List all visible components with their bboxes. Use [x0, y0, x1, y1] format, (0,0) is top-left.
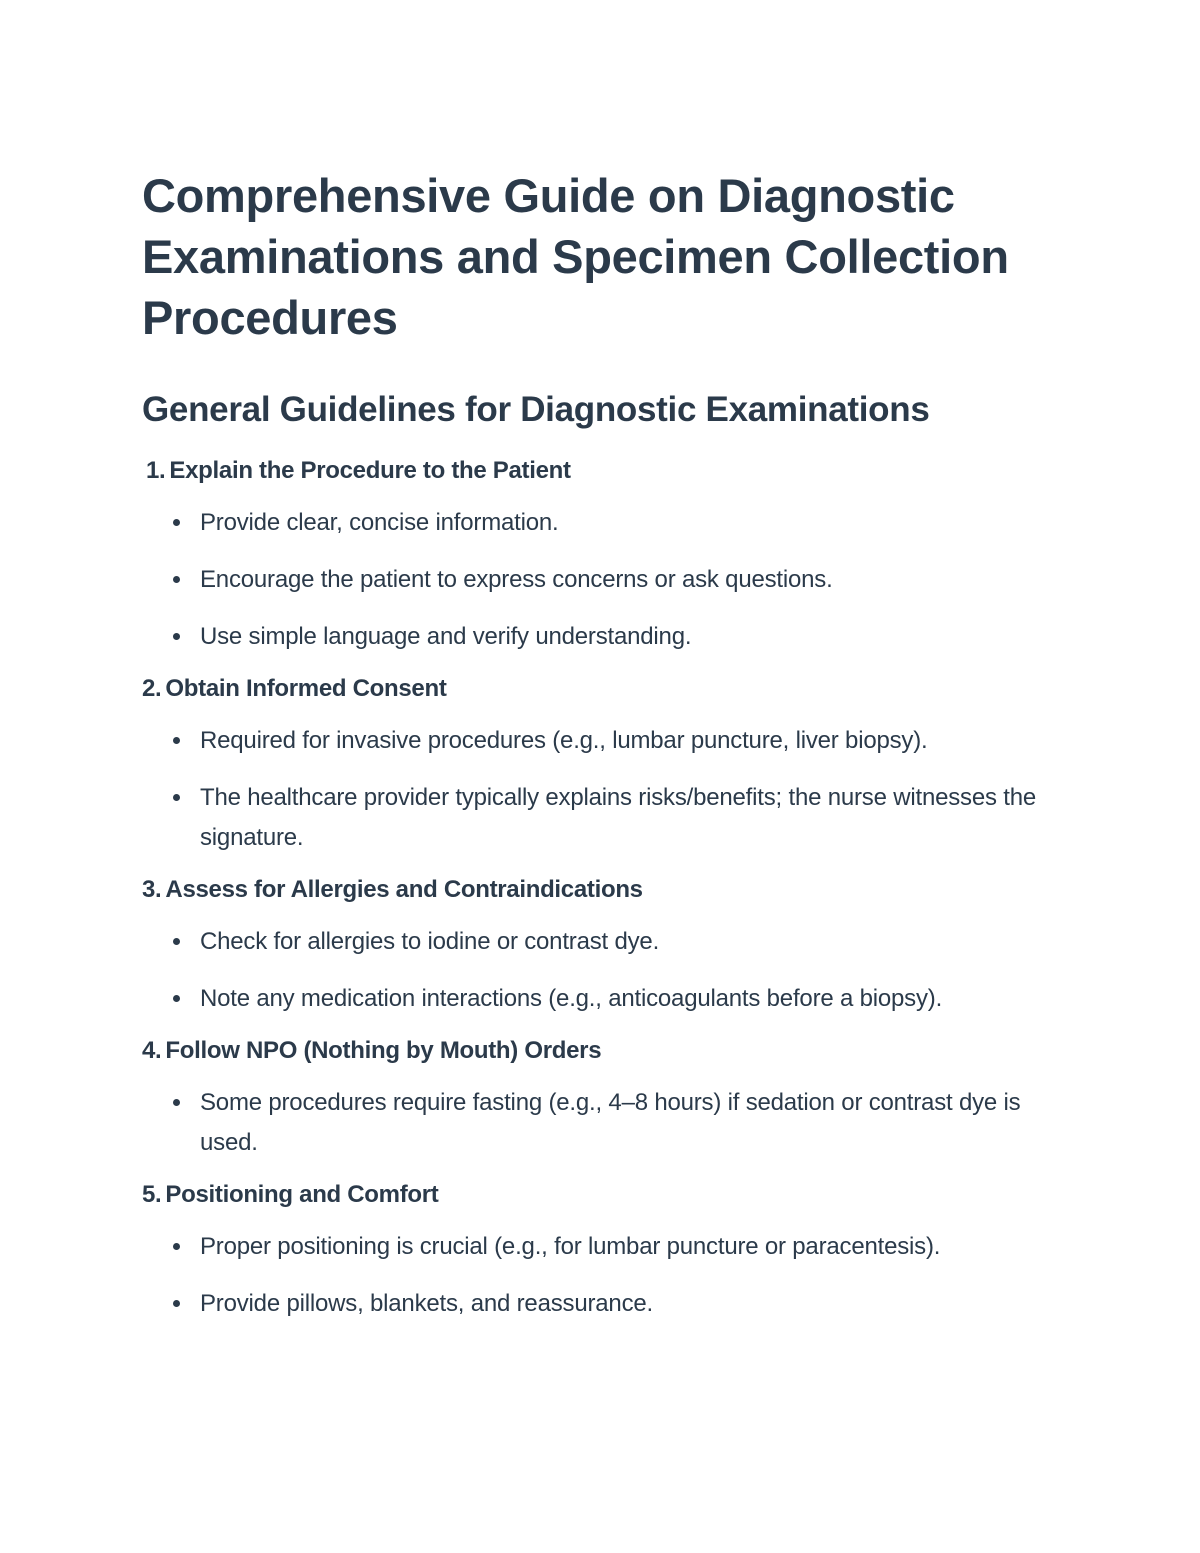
bullet-item	[142, 560, 1072, 600]
bullet-item	[142, 979, 1072, 1019]
step-bullets	[142, 922, 1072, 1019]
bullet-dot-icon	[173, 576, 180, 583]
bullet-dot-icon	[173, 1300, 180, 1307]
step-heading	[142, 1036, 1072, 1066]
step-heading	[142, 1180, 1072, 1210]
bullet-dot-icon	[173, 1243, 180, 1250]
guideline-step	[142, 674, 1072, 858]
bullet-dot-icon	[173, 737, 180, 744]
bullet-text: Note any medication interactions (e.g., anticoagulants before a biopsy).	[200, 985, 943, 1012]
bullet-dot-icon	[173, 794, 180, 801]
bullet-item	[142, 617, 1072, 657]
bullet-dot-icon	[173, 519, 180, 526]
bullet-dot-icon	[173, 938, 180, 945]
bullet-text: Provide clear, concise information.	[200, 509, 559, 536]
step-title: Explain the Procedure to the Patient	[169, 457, 571, 484]
bullet-item	[142, 922, 1072, 962]
bullet-text: Check for allergies to iodine or contrast dye.	[200, 928, 660, 955]
bullet-dot-icon	[173, 995, 180, 1002]
guidelines-list	[142, 456, 1072, 1324]
guideline-step	[142, 456, 1072, 657]
step-bullets	[142, 721, 1072, 858]
bullet-item	[142, 721, 1072, 761]
step-title: Positioning and Comfort	[165, 1181, 439, 1208]
step-bullets	[142, 1227, 1072, 1324]
guideline-step	[142, 1180, 1072, 1324]
bullet-dot-icon	[173, 1099, 180, 1106]
step-number: 3.	[142, 876, 162, 903]
bullet-text: Encourage the patient to express concerns or ask questions.	[200, 566, 833, 593]
step-number: 4.	[142, 1037, 162, 1064]
bullet-text: Some procedures require fasting (e.g., 4–8 hours) if sedation or contrast dye is used.	[200, 1089, 1021, 1156]
bullet-text: Required for invasive procedures (e.g., lumbar puncture, liver biopsy).	[200, 727, 928, 754]
bullet-text: Proper positioning is crucial (e.g., for lumbar puncture or paracentesis).	[200, 1233, 941, 1260]
bullet-item	[142, 1083, 1072, 1163]
bullet-item	[142, 503, 1072, 543]
step-title: Obtain Informed Consent	[165, 675, 447, 702]
step-number: 5.	[142, 1181, 162, 1208]
step-number: 2.	[142, 675, 162, 702]
document-page	[142, 165, 1072, 1324]
step-heading	[142, 875, 1072, 905]
bullet-dot-icon	[173, 633, 180, 640]
guideline-step	[142, 1036, 1072, 1163]
bullet-text: The healthcare provider typically explains risks/benefits; the nurse witnesses the signature.	[200, 784, 1037, 851]
bullet-item	[142, 1284, 1072, 1324]
bullet-item	[142, 1227, 1072, 1267]
step-heading	[142, 674, 1072, 704]
guideline-step	[142, 875, 1072, 1019]
step-number: 1.	[146, 457, 166, 484]
bullet-text: Use simple language and verify understanding.	[200, 623, 692, 650]
step-title: Assess for Allergies and Contraindications	[165, 876, 643, 903]
bullet-item	[142, 778, 1072, 858]
document-title: Comprehensive Guide on Diagnostic Examinations and Specimen Collection Procedures	[142, 169, 1009, 344]
bullet-text: Provide pillows, blankets, and reassurance.	[200, 1290, 653, 1317]
step-title: Follow NPO (Nothing by Mouth) Orders	[165, 1037, 602, 1064]
step-heading	[142, 456, 1072, 486]
step-bullets	[142, 503, 1072, 657]
step-bullets	[142, 1083, 1072, 1163]
section-heading: General Guidelines for Diagnostic Examinations	[142, 390, 930, 429]
